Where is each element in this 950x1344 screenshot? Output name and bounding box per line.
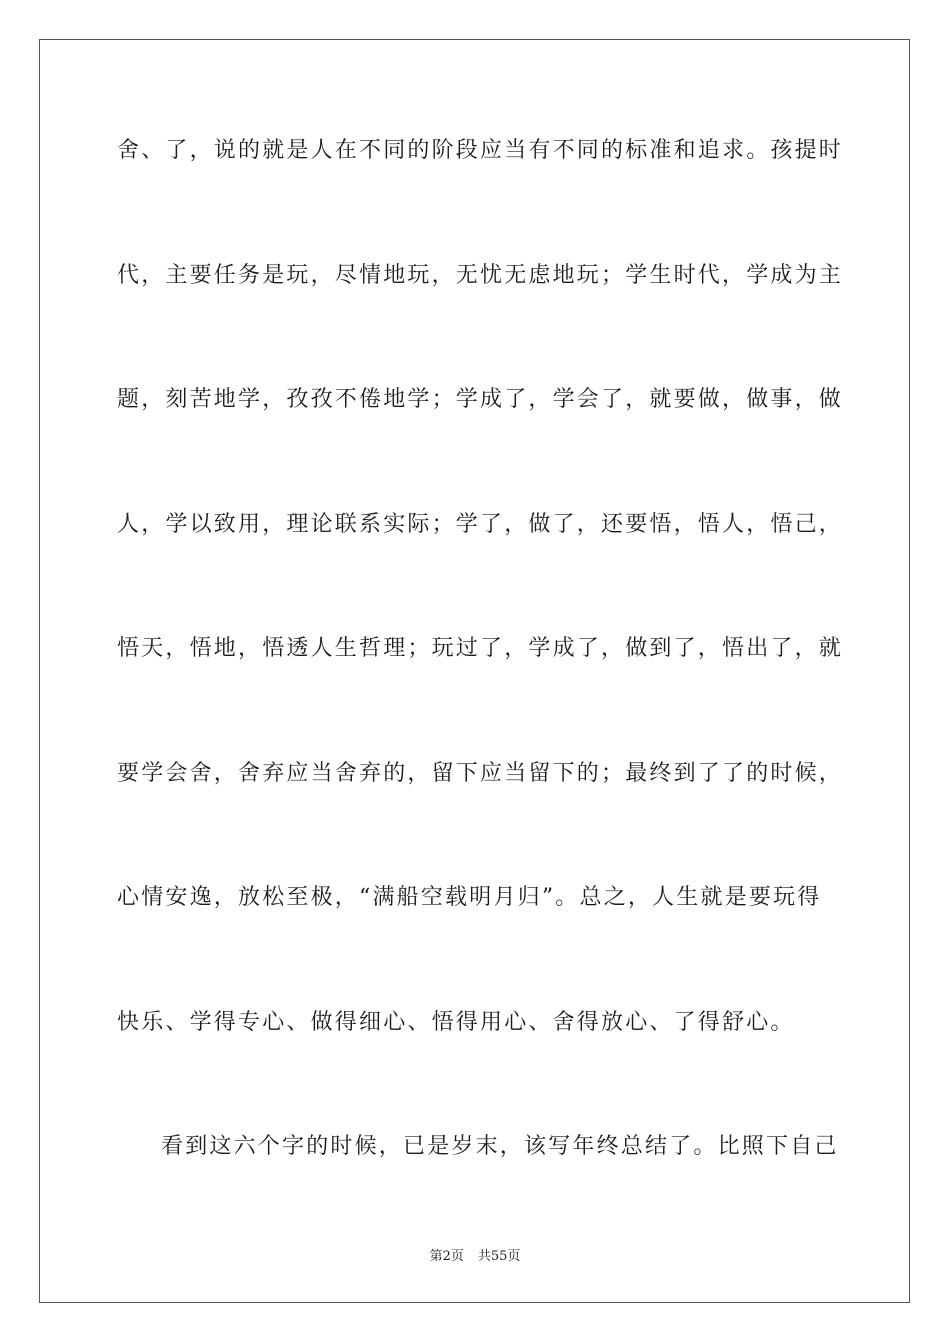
- text-line: 快乐、学得专心、做得细心、悟得用心、舍得放心、了得舒心。: [117, 1010, 795, 1035]
- text-line: 题，刻苦地学，孜孜不倦地学；学成了，学会了，就要做，做事，做: [117, 387, 844, 412]
- page-footer: [0, 1248, 950, 1266]
- page-number: 第2页: [429, 1249, 464, 1264]
- page-border: [39, 39, 910, 1303]
- text-line: 心情安逸，放松至极，“满船空载明月归”。总之，人生就是要玩得: [117, 885, 822, 910]
- text-line: 悟天，悟地，悟透人生哲理；玩过了，学成了，做到了，悟出了，就: [117, 636, 844, 661]
- text-line: 舍、了，说的就是人在不同的阶段应当有不同的标准和追求。孩提时: [117, 138, 844, 163]
- paragraph-first-line: 看到这六个字的时候，已是岁末，该写年终总结了。比照下自己: [161, 1134, 839, 1159]
- text-line: 代，主要任务是玩，尽情地玩，无忧无虑地玩；学生时代，学成为主: [117, 263, 844, 288]
- page-total: 共55页: [477, 1249, 521, 1264]
- text-line: 要学会舍，舍弃应当舍弃的，留下应当留下的；最终到了了的时候，: [117, 761, 844, 786]
- text-line: 人，学以致用，理论联系实际；学了，做了，还要悟，悟人，悟己，: [117, 512, 844, 537]
